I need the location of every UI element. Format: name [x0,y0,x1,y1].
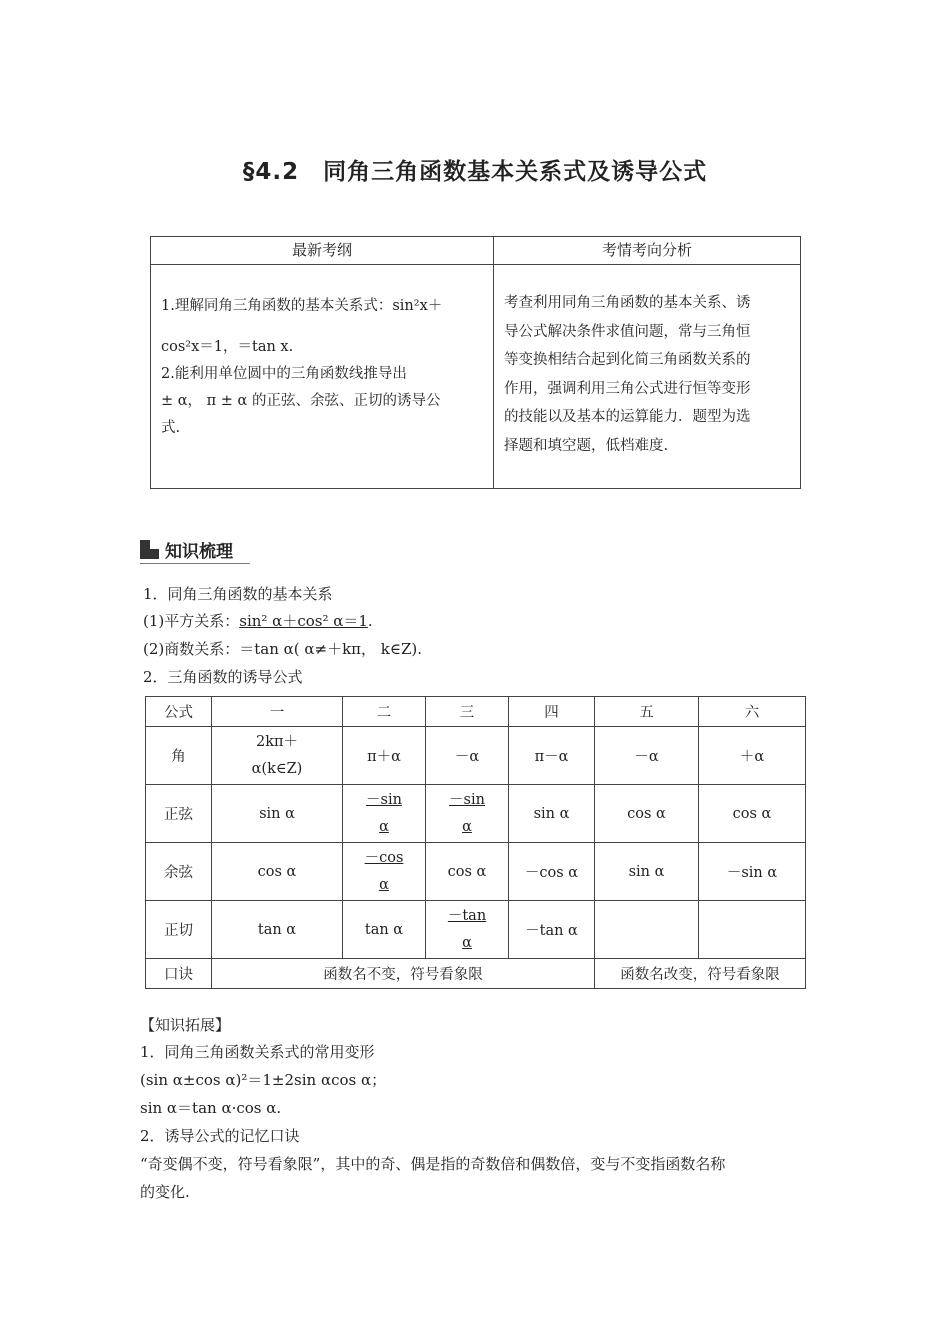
cell-line: －sin [449,791,485,808]
row-label: 余弦 [146,843,212,901]
table-cell [699,843,806,901]
outline-right-line: 择题和填空题，低档难度. [504,437,669,454]
table-header-cell: 二 [343,697,426,727]
page-title: §4.2 同角三角函数基本关系式及诱导公式 [242,159,708,185]
table-cell: ＋α [699,727,806,785]
outline-right-line: 导公式解决条件求值问题，常与三角恒 [504,323,751,340]
row-label: 角 [146,727,212,785]
extension-formula-2: sin α＝tan α·cos α. [140,1099,282,1117]
outline-header-right: 考情考向分析 [601,241,692,259]
cell-line: －sin [366,791,402,808]
table-header-cell: 公式 [146,697,212,727]
square-suffix: . [367,612,373,630]
cell-line: cos α [732,805,772,822]
outline-right-line: 的技能以及基本的运算能力．题型为选 [504,409,751,425]
row-label: 口诀 [146,959,212,989]
basics-item-1: 1．同角三角函数的基本关系 [143,585,333,603]
table-cell [426,843,509,901]
table-header-cell: 三 [426,697,509,727]
cell-line: －sin α [726,865,778,881]
outline-right-line: 作用，强调利用三角公式进行恒等变形 [504,380,751,397]
table-cell [699,785,806,843]
table-cell [343,901,426,959]
table-row [146,901,806,959]
section-square-notch [150,540,159,549]
cell-line: －tan [447,907,487,924]
extension-text: “奇变偶不变，符号看象限”，其中的奇、偶是指的奇数倍和偶数倍，变与不变指函数名称 [140,1155,726,1173]
basics-item-2: 2．三角函数的诱导公式 [143,668,303,686]
outline-right-cell [504,289,794,460]
table-row [146,959,806,989]
outline-header-rule [151,264,800,265]
table-cell [426,785,509,843]
cell-line: α [462,934,472,951]
extension-heading: 【知识拓展】 [140,1016,231,1034]
table-cell: π－α [509,727,595,785]
extension-item-2: 2．诱导公式的记忆口诀 [140,1127,300,1145]
outline-table [150,236,801,489]
square-relation [143,610,373,631]
table-cell: －α [426,727,509,785]
cell-line: －cos α [524,865,579,881]
table-header-cell: 一 [212,697,343,727]
cell-line: α [462,818,472,835]
outline-left-line: ± α， π ± α 的正弦、余弦、正切的诱导公 [161,393,441,409]
square-prefix: (1)平方关系： [143,612,240,630]
table-cell [699,901,806,959]
mnemonic-right: 函数名改变，符号看象限 [595,959,806,989]
cell-line: －cos [364,849,404,866]
table-row [146,697,806,727]
table-row [146,727,806,785]
cell-line: α(k∈Z) [251,760,303,777]
table-cell: π＋α [343,727,426,785]
cell-line: cos α [447,863,487,880]
table-row [146,785,806,843]
table-cell [509,785,595,843]
table-cell [595,785,699,843]
square-formula: sin² α＋cos² α＝1 [239,612,368,630]
outline-right-line: 考查利用同角三角函数的基本关系、诱 [504,295,751,311]
table-header-cell: 六 [699,697,806,727]
table-cell [509,843,595,901]
table-cell: cos α [212,843,343,901]
cell-line: cos α [627,805,666,822]
section-underline [140,563,250,564]
table-header-cell: 五 [595,697,699,727]
table-cell [426,901,509,959]
table-cell: －tan α [509,901,595,959]
extension-item-1: 1．同角三角函数关系式的常用变形 [140,1043,375,1061]
table-row [146,843,806,901]
extension-formula-1: (sin α±cos α)²＝1±2sin αcos α； [140,1071,387,1089]
cell-line: 2kπ＋ [255,733,299,750]
table-cell [595,843,699,901]
cell-line: α [379,818,389,835]
table-cell: －α [595,727,699,785]
extension-text: 的变化. [140,1183,190,1201]
row-label: 正切 [146,901,212,959]
outline-right-line: 等变换相结合起到化简三角函数关系的 [504,352,751,368]
cell-line: sin α [628,863,665,880]
outline-divider [493,237,494,488]
table-cell [343,785,426,843]
cell-line: tan α [364,921,404,938]
outline-left-cell [161,293,481,442]
outline-left-line: 式. [161,420,181,436]
quotient-relation: (2)商数关系：＝tan α( α≠＋kπ， k∈Z). [143,640,423,658]
row-label: 正弦 [146,785,212,843]
outline-left-line: 2.能利用单位圆中的三角函数线推导出 [161,366,407,382]
table-cell [595,901,699,959]
section-label: 知识梳理 [165,542,233,562]
table-cell [343,843,426,901]
table-header-cell: 四 [509,697,595,727]
table-cell: sin α [212,785,343,843]
outline-left-line: 1.理解同角三角函数的基本关系式：sin²x＋ [161,298,443,314]
table-cell [212,727,343,785]
cell-line: α [379,876,389,893]
induction-formula-table [145,696,806,989]
outline-header-left: 最新考纲 [291,241,352,259]
cell-line: sin α [533,805,570,822]
table-cell: tan α [212,901,343,959]
mnemonic-left: 函数名不变，符号看象限 [212,959,595,989]
outline-left-line: cos²x＝1，＝tan x. [161,339,294,355]
